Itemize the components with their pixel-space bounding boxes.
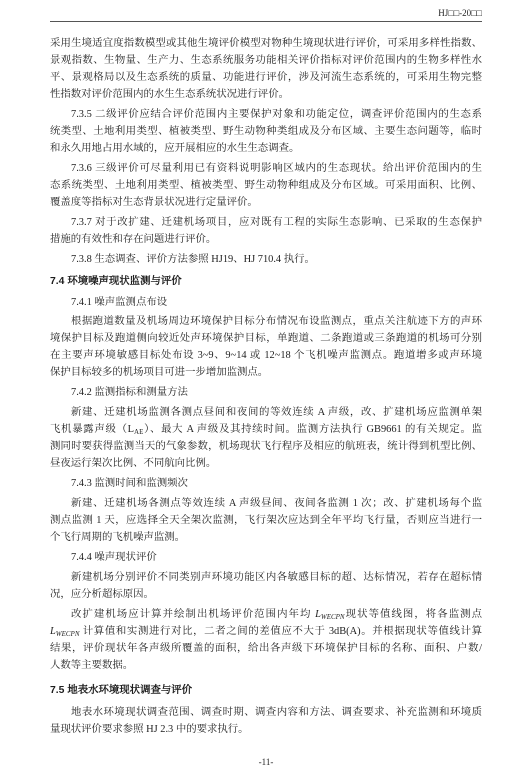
text-line: 景观指数、生物量、生产力、生态系统服务功能相关评价指标对评价范围内的生物多样性水 [50, 55, 482, 66]
clause-7-4-2-title [50, 384, 482, 401]
text-segment: 飞机暴露声级（ [50, 424, 128, 435]
text-line: 测点监测 1 天，应选择全天全架次监测，飞行架次应达到全年平均飞行量，否则应当进行一 [50, 515, 482, 526]
text-line: 新建、迁建机场各测点等效连续 A 声级昼间、夜间各监测 1 次；改、扩建机场每个监 [71, 498, 482, 509]
section-7-5-text [50, 704, 482, 738]
text-line: 采用生境适宜度指数模型或其他生境评价模型对物种生境现状进行评价，可采用多样性指数、 [50, 38, 482, 49]
symbol-subscript: WECPN [55, 630, 80, 638]
text-line: 7.3.7 对于改扩建、迁建机场项目，应对既有工程的实际生态影响、已采取的生态保护 [71, 217, 482, 228]
page-number: -11- [258, 757, 274, 767]
symbol-l: L [127, 424, 135, 435]
text-line [50, 606, 482, 623]
text-line: 在主要声环境敏感目标处布设 3~9、9~14 或 12~18 个飞机噪声监测点。跑道增多或声环境 [50, 350, 482, 361]
symbol-l: L [50, 626, 56, 637]
clause-title: 7.4.2 监测指标和测量方法 [71, 387, 188, 398]
text-line: 根据跑道数量及机场周边环境保护目标分布情况布设监测点，重点关注航迹下方的声环 [71, 316, 482, 327]
text-segment: 计算值和实测进行对比，二者之间的差值应不大于 3dB(A)。并根据现状等值线计算 [79, 626, 482, 637]
text-line: 测同时要获得监测当天的气象参数，机场现状飞行程序及相应的航班表，统计得到机型比例、 [50, 441, 482, 452]
clause-7-3-8 [50, 251, 482, 268]
text-line: 况，应分析超标原因。 [50, 589, 154, 600]
text-line: 保护目标较多的机场项目可进一步增加监测点。 [50, 367, 269, 378]
clause-7-4-3-title [50, 475, 482, 492]
clause-7-4-3-text [50, 495, 482, 546]
text-line: 7.3.6 三级评价可尽量利用已有资料说明影响区域内的生态现状。给出评价范围内的生 [71, 163, 482, 174]
text-line: 措施的有效性和存在问题进行评价。 [50, 234, 217, 245]
text-line: 7.3.5 二级评价应结合评价范围内主要保护对象和功能定位，调查评价范围内的生态系 [71, 109, 482, 120]
text-line [50, 421, 482, 438]
text-line: 和永久用地占用水域的，应开展相应的水生生态调查。 [50, 143, 300, 154]
text-line: 新建、迁建机场监测各测点昼间和夜间的等效连续 A 声级，改、扩建机场应监测单架 [71, 407, 482, 418]
text-line: 结果，评价现状年各声级所覆盖的面积，给出各声级下环境保护目标的名称、面积、户数/ [50, 643, 482, 654]
section-7-5 [50, 682, 482, 699]
text-line: 量现状评价要求参照 HJ 2.3 中的要求执行。 [50, 724, 249, 735]
section-heading: 7.4 环境噪声现状监测与评价 [50, 276, 182, 287]
text-line: 统类型、土地利用类型、植被类型、野生动物种类组成及分布区域、主要生态问题等，临时 [50, 126, 482, 137]
text-segment: ）、最大 A 声级及其持续时间。监测方法执行 GB9661 的有关规定。监 [143, 424, 482, 435]
clause-7-4-4-title [50, 549, 482, 566]
text-line: 境保护目标及跑道侧向较近处声环境保护目标，单跑道、二条跑道或三条跑道的机场可分别 [50, 333, 482, 344]
clause-7-4-1-text [50, 313, 482, 381]
section-heading: 7.5 地表水环境现状调查与评价 [50, 685, 193, 696]
header-rule [50, 21, 482, 22]
document-code: HJ□□-20□□ [438, 8, 482, 18]
clause-7-4-4-text-1 [50, 569, 482, 603]
text-line: 昼夜运行架次比例、不同航向比例。 [50, 458, 217, 469]
text-line [50, 623, 482, 640]
section-7-4 [50, 273, 482, 290]
text-line: 覆盖度等指标对生态背景状况进行定量评价。 [50, 197, 258, 208]
clause-7-3-6 [50, 160, 482, 211]
page-body [50, 35, 482, 738]
text-line: 态系统类型、土地利用类型、植被类型、野生动物种组成及分布区域。可采用面积、比例、 [50, 180, 482, 191]
text-line: 7.3.8 生态调查、评价方法参照 HJ19、HJ 710.4 执行。 [71, 254, 315, 265]
text-line: 地表水环境现状调查范围、调查时期、调查内容和方法、调查要求、补充监测和环境质 [71, 707, 482, 718]
symbol-subscript: WECPN [320, 613, 345, 621]
clause-title: 7.4.3 监测时间和监测频次 [71, 478, 188, 489]
text-line: 平、景观格局以及生态系统的质量、功能进行评价，涉及河流生态系统的，可采用生物完整 [50, 72, 482, 83]
symbol-subscript: AE [134, 428, 144, 436]
clause-7-3-7 [50, 214, 482, 248]
clause-7-4-2-text [50, 404, 482, 472]
symbol-l: L [315, 609, 321, 620]
text-line: 个飞行周期的飞机噪声监测。 [50, 532, 186, 543]
text-line: 新建机场分别评价不同类别声环境功能区内各敏感目标的超、达标情况，若存在超标情 [71, 572, 482, 583]
text-line: 人数等主要数据。 [50, 660, 134, 671]
clause-7-3-4-continued [50, 35, 482, 103]
text-segment: 改扩建机场应计算并绘制出机场评价范围内年均 [71, 609, 316, 620]
text-line: 性指数对评价范围内的水生生态系统状况进行评价。 [50, 89, 289, 100]
clause-7-3-5 [50, 106, 482, 157]
clause-7-4-4-text-2 [50, 606, 482, 674]
clause-7-4-1-title [50, 294, 482, 311]
text-segment: 现状等值线图，将各监测点 [344, 609, 482, 620]
clause-title: 7.4.4 噪声现状评价 [71, 552, 157, 563]
clause-title: 7.4.1 噪声监测点布设 [71, 297, 168, 308]
